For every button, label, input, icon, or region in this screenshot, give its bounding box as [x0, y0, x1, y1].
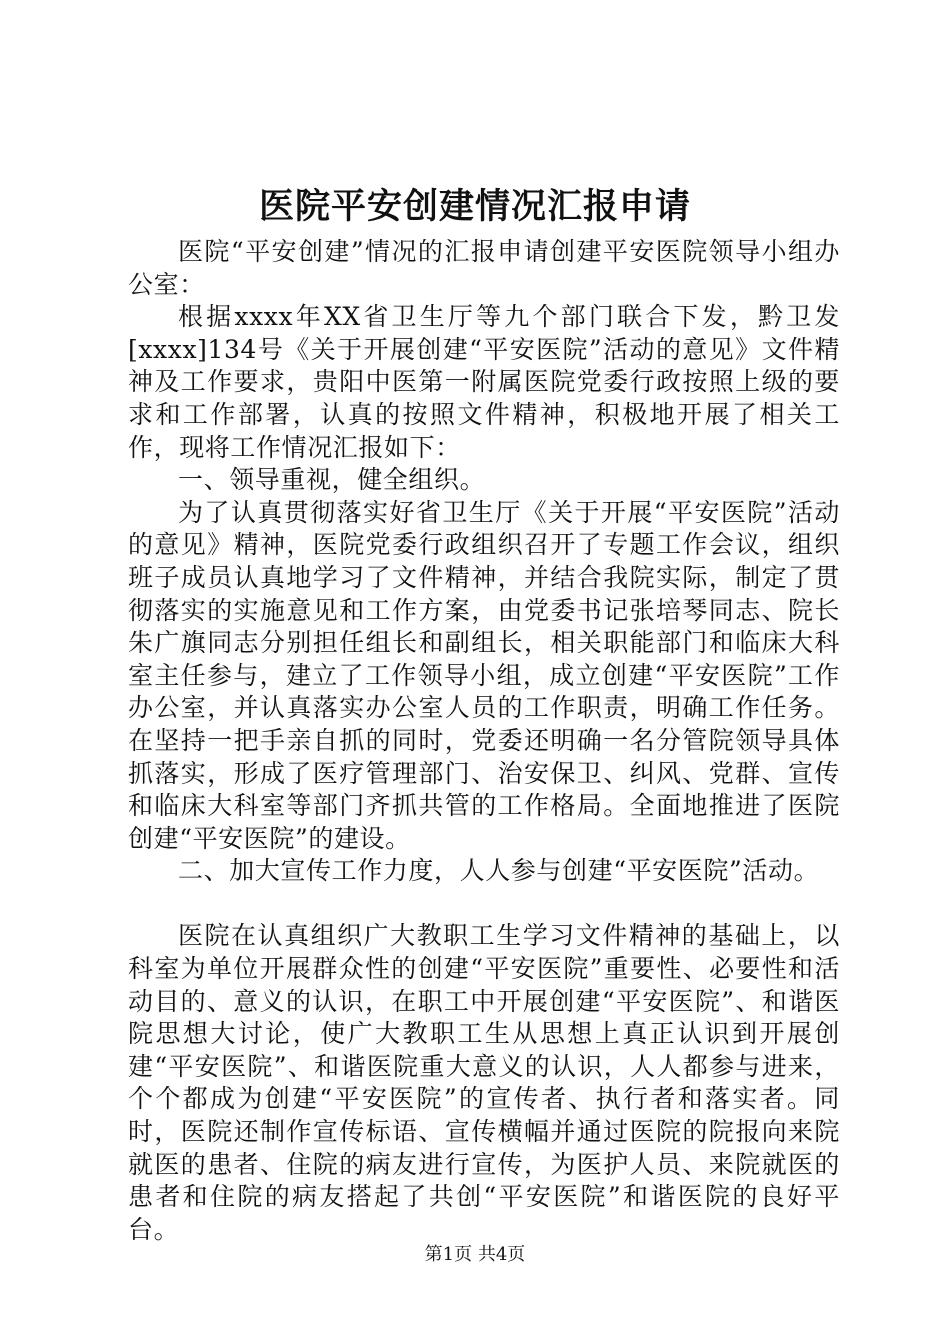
section-heading-1: 一、领导重视，健全组织。 [178, 465, 486, 495]
page-footer: 第1页 共4页 [424, 1244, 526, 1265]
section-heading-2: 二、加大宣传工作力度，人人参与创建“平安医院”活动。 [178, 856, 820, 886]
paragraph-section-1: 为了认真贯彻落实好省卫生厅《关于开展“平安医院”活动的意见》精神，医院党委行政组织召开了专题工作会议，组织班子成员认真地学习了文件精神，并结合我院实际，制定了贯彻落实的实施意见和工作方案，由党委书记张培琴同志、院长朱广旗同志分别担任组长和副组长，相关职能部门和临床大科室主任参与，建立了工作领导小组，成立创建“平安医院”工作办公室，并认真落实办公室人员的工作职责，明确工作任务。在坚持一把手亲自抓的同时，党委还明确一名分管院领导具体抓落实，形成了医疗管理部门、治安保卫、纠风、党群、宣传和临床大科室等部门齐抓共管的工作格局。全面地推进了医院创建“平安医院”的建设。 [128, 497, 840, 853]
document-title: 医院平安创建情况汇报申请 [258, 186, 691, 227]
paragraph-salutation: 医院“平安创建”情况的汇报申请创建平安医院领导小组办公室： [128, 237, 840, 299]
paragraph-section-2: 医院在认真组织广大教职工生学习文件精神的基础上，以科室为单位开展群众性的创建“平安医院”重要性、必要性和活动目的、意义的认识，在职工中开展创建“平安医院”、和谐医院思想大讨论，使广大教职工生从思想上真正认识到开展创建“平安医院”、和谐医院重大意义的认识，人人都参与进来，个个都成为创建“平安医院”的宣传者、执行者和落实者。同时，医院还制作宣传标语、宣传横幅并通过医院的院报向来院就医的患者、住院的病友进行宣传，为医护人员、来院就医的患者和住院的病友搭起了共创“平安医院”和谐医院的良好平台。 [128, 921, 840, 1244]
document-body [128, 236, 840, 1246]
paragraph-intro: 根据xxxx年XX省卫生厅等九个部门联合下发，黔卫发[xxxx]134号《关于开展创建“平安医院”活动的意见》文件精神及工作要求，贵阳中医第一附属医院党委行政按照上级的要求和工作部署，认真的按照文件精神，积极地开展了相关工作，现将工作情况汇报如下： [128, 302, 840, 462]
